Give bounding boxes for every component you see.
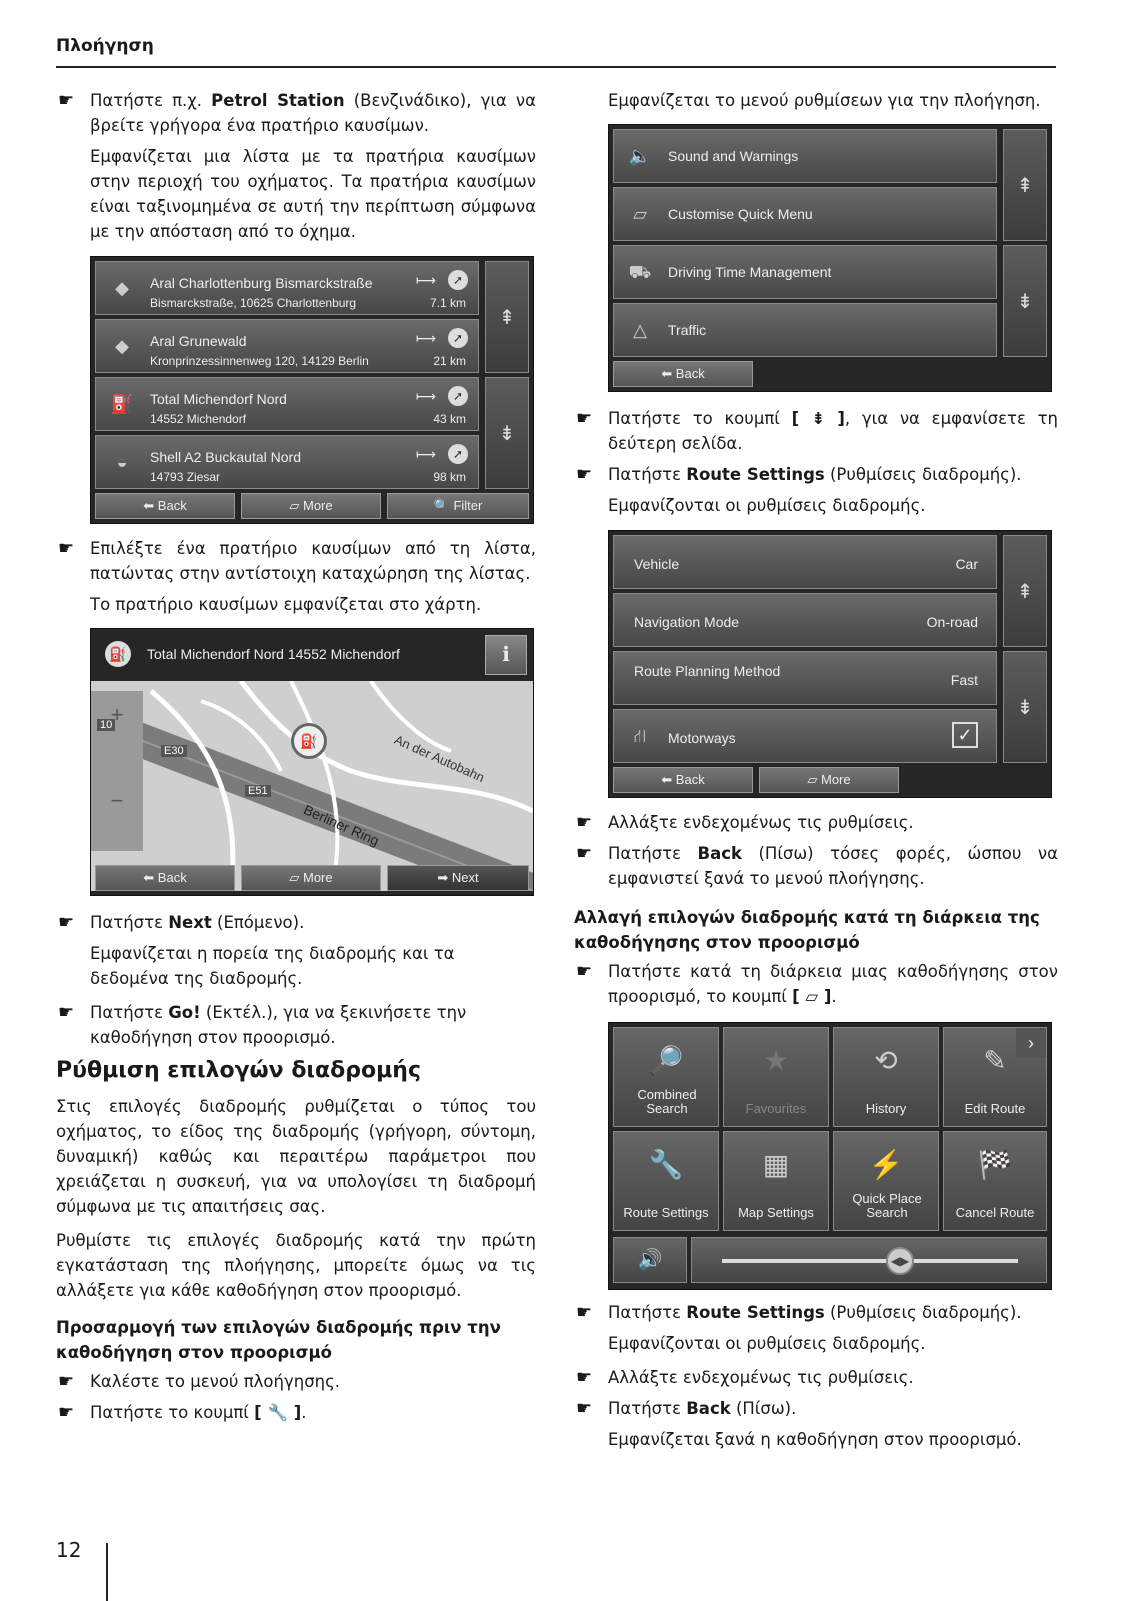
setting-row-route-planning[interactable]: Route Planning Method Fast: [613, 651, 997, 705]
speaker-icon: 🔈: [628, 146, 652, 166]
volume-slider[interactable]: [691, 1237, 1047, 1283]
hand-pointer-icon: ☛: [576, 843, 593, 864]
list-item[interactable]: ⛽ Total Michendorf Nord 14552 Michendorf ⟼ ➚ 43 km: [95, 377, 479, 431]
next-button[interactable]: ➡ Next: [387, 865, 529, 891]
scroll-up-button[interactable]: [485, 261, 529, 373]
page-header: Πλοήγηση: [56, 36, 154, 56]
bullet-open-menu: ☛ Καλέστε το μενού πλοήγησης.: [58, 1371, 341, 1392]
right-column-bottom: [574, 1300, 1058, 1461]
road-label: Berliner Ring: [301, 801, 382, 849]
history-icon: ⟲: [874, 1045, 898, 1076]
list-item[interactable]: ⛟ Driving Time Management: [613, 245, 997, 299]
back-button[interactable]: ⬅ Back: [95, 493, 235, 519]
bullet-route-settings-2: ☛ Πατήστε Route Settings (Ρυθμίσεις διαδρομής).: [576, 1302, 1022, 1323]
scroll-up-button[interactable]: [1003, 129, 1047, 241]
subsection-heading: Προσαρμογή των επιλογών διαδρομής πριν την καθοδήγηση στον προορισμό: [56, 1318, 501, 1362]
hand-pointer-icon: ☛: [58, 1002, 75, 1023]
road-shield: 10: [97, 719, 115, 731]
chevron-right-icon[interactable]: ›: [1016, 1028, 1046, 1058]
compass-icon: ➚: [448, 270, 468, 290]
motorways-checkbox[interactable]: ✓: [952, 722, 978, 748]
tile-cancel-route[interactable]: 🏁 Cancel Route: [943, 1131, 1047, 1231]
slider-track: [722, 1259, 1018, 1263]
route-arrow-icon: ⟼: [415, 330, 436, 346]
hand-pointer-icon: ☛: [576, 408, 593, 429]
hand-pointer-icon: ☛: [58, 912, 75, 933]
back-button[interactable]: ⬅ Back: [613, 361, 753, 387]
section-heading: Ρύθμιση επιλογών διαδρομής: [56, 1058, 421, 1083]
map-title: Total Michendorf Nord 14552 Michendorf: [147, 646, 400, 662]
fuel-pin-icon: ⛽: [110, 394, 134, 414]
paragraph-list-info: Εμφανίζεται μια λίστα με τα πρατήρια καυσίμων στην περιοχή του οχήματος. Τα πρατήρια καυσίμων είναι ταξινομημένα σε αυτή την περίπτωση σύμφωνα με την απόσταση από το όχημα.: [90, 147, 536, 241]
screenshot-settings-menu: [608, 124, 1052, 392]
scroll-up-icon: ⇞: [1016, 581, 1034, 603]
shell-logo-icon: ◒: [116, 452, 128, 472]
quick-menu-icon: ▱: [633, 204, 647, 224]
map-view[interactable]: [91, 681, 533, 891]
filter-button[interactable]: 🔍 Filter: [387, 493, 529, 519]
quick-search-icon: ⚡: [868, 1149, 904, 1180]
tile-history[interactable]: ⟲ History: [833, 1027, 939, 1127]
page-number-rule: [106, 1543, 108, 1601]
hand-pointer-icon: ☛: [576, 812, 593, 833]
fuel-pin-icon: ⛽: [105, 641, 131, 667]
combined-search-icon: 🔎: [648, 1045, 684, 1076]
bullet-back-repeat: ☛ Πατήστε Back (Πίσω) τόσες φορές, ώσπου να εμφανιστεί ξανά το μενού πλοήγησης.: [576, 843, 1058, 888]
bullet-scroll-down: ☛ Πατήστε το κουμπί [ ⇟ ], για να εμφανίσετε τη δεύτερη σελίδα.: [576, 408, 1058, 453]
tile-edit-route[interactable]: ✎ Edit Route ›: [943, 1027, 1047, 1127]
compass-icon: ➚: [448, 444, 468, 464]
info-button[interactable]: [485, 635, 527, 675]
right-column-lower: [574, 810, 1058, 1015]
hand-pointer-icon: ☛: [58, 538, 75, 559]
right-column-mid: [574, 406, 1058, 527]
hand-pointer-icon: ☛: [58, 1371, 75, 1392]
paragraph-map-shown: Το πρατήριο καυσίμων εμφανίζεται στο χάρτη.: [90, 595, 482, 614]
hand-pointer-icon: ☛: [576, 1398, 593, 1419]
list-item[interactable]: 🔈 Sound and Warnings: [613, 129, 997, 183]
screenshot-map: [90, 628, 534, 896]
bullet-change-settings: ☛ Αλλάξτε ενδεχομένως τις ρυθμίσεις.: [576, 812, 914, 833]
list-item[interactable]: △ Traffic: [613, 303, 997, 357]
aral-logo-icon: ◆: [115, 336, 129, 356]
paragraph-route-settings-shown-2: Εμφανίζονται οι ρυθμίσεις διαδρομής.: [608, 1334, 926, 1353]
scroll-down-button[interactable]: [1003, 245, 1047, 357]
list-item[interactable]: ◆ Aral Grunewald Kronprinzessinnenweg 120, 14129 Berlin ⟼ ➚ 21 km: [95, 319, 479, 373]
warning-triangle-icon: △: [633, 320, 647, 340]
paragraph-settings-menu: Εμφανίζεται το μενού ρυθμίσεων για την πλοήγηση.: [608, 91, 1041, 110]
hand-pointer-icon: ☛: [576, 961, 593, 982]
paragraph-guidance-shown: Εμφανίζεται ξανά η καθοδήγηση στον προορισμό.: [608, 1430, 1022, 1449]
list-item[interactable]: ◒ Shell A2 Buckautal Nord 14793 Ziesar ⟼ ➚ 98 km: [95, 435, 479, 489]
back-button[interactable]: ⬅ Back: [613, 767, 753, 793]
scroll-down-icon: ⇟: [498, 423, 516, 445]
checkered-flag-icon: 🏁: [977, 1149, 1013, 1180]
paragraph-route-options: Στις επιλογές διαδρομής ρυθμίζεται ο τύπος του οχήματος, το είδος της διαδρομής (γρήγορη, σύντομη, δυναμική) καθώς και περαιτέρω παράμετροι που χρειάζεται η συσκευή, για να υπολογίσει τη διαδρομή σύμφωνα με τις απαιτήσεις σας.: [56, 1097, 536, 1216]
destination-pin-icon: ⛽: [291, 723, 327, 759]
paragraph-route-settings-shown: Εμφανίζονται οι ρυθμίσεις διαδρομής.: [608, 496, 926, 515]
wrench-icon: 🔧: [267, 1403, 288, 1422]
speaker-icon: 🔊: [637, 1249, 663, 1271]
list-item[interactable]: ◆ Aral Charlottenburg Bismarckstraße Bismarckstraße, 10625 Charlottenburg ⟼ ➚ 7.1 km: [95, 261, 479, 315]
wrench-icon: 🔧: [648, 1149, 684, 1180]
search-icon: 🔍: [433, 498, 450, 513]
scroll-down-icon: ⇟: [1016, 697, 1034, 719]
scroll-up-icon: ⇞: [1016, 175, 1034, 197]
volume-button[interactable]: [613, 1237, 687, 1283]
subsection-heading: Αλλαγή επιλογών διαδρομής κατά τη διάρκεια της καθοδήγησης στον προορισμό: [574, 908, 1040, 952]
info-icon: ℹ: [502, 644, 510, 666]
screenshot-station-list: [90, 256, 534, 524]
hand-pointer-icon: ☛: [576, 464, 593, 485]
edit-route-icon: ✎: [983, 1045, 1007, 1076]
road-label: An der Autobahn: [392, 731, 487, 786]
zoom-out-icon[interactable]: −: [110, 788, 124, 813]
more-button[interactable]: ▱ More: [241, 493, 381, 519]
scroll-down-button[interactable]: [1003, 651, 1047, 763]
hand-pointer-icon: ☛: [576, 1367, 593, 1388]
bullet-press-wrench: ☛ Πατήστε το κουμπί [ 🔧 ].: [58, 1402, 307, 1423]
star-icon: ★: [763, 1045, 789, 1076]
setting-row-motorways[interactable]: ⛙ Motorways ✓: [613, 709, 997, 763]
list-item[interactable]: ▱ Customise Quick Menu: [613, 187, 997, 241]
bullet-select-station: ☛ Επιλέξτε ένα πρατήριο καυσίμων από τη λίστα, πατώντας στην αντίστοιχη καταχώρηση της λίστας.: [58, 538, 536, 583]
page-number: 12: [56, 1538, 82, 1562]
bullet-change-settings-2: ☛ Αλλάξτε ενδεχομένως τις ρυθμίσεις.: [576, 1367, 914, 1388]
compass-icon: ➚: [448, 328, 468, 348]
left-column-bottom: [56, 910, 536, 1431]
route-arrow-icon: ⟼: [415, 388, 436, 404]
bullet-go: ☛ Πατήστε Go! (Εκτέλ.), για να ξεκινήσετε την καθοδήγηση στον προορισμό.: [58, 1002, 467, 1047]
more-button[interactable]: ▱ More: [241, 865, 381, 891]
scroll-down-icon: ⇟: [1016, 291, 1034, 313]
back-button[interactable]: ⬅ Back: [95, 865, 235, 891]
left-column-top: [56, 88, 536, 253]
header-rule: [56, 66, 1056, 68]
setting-row-vehicle[interactable]: Vehicle Car: [613, 535, 997, 589]
tile-favourites[interactable]: ★ Favourites: [723, 1027, 829, 1127]
paragraph-route-options-2: Ρυθμίστε τις επιλογές διαδρομής κατά την πρώτη εγκατάσταση της πλοήγησης, μπορείτε όμως να τις αλλάξετε για κάθε καθοδήγηση στον προορισμό.: [56, 1231, 536, 1300]
road-shield: E30: [161, 745, 187, 757]
bullet-press-more: ☛ Πατήστε κατά τη διάρκεια μιας καθοδήγησης στον προορισμό, το κουμπί [ ▱ ].: [576, 961, 1058, 1006]
more-button[interactable]: ▱ More: [759, 767, 899, 793]
road-shield: E51: [245, 785, 271, 797]
tile-map-settings[interactable]: ▦ Map Settings: [723, 1131, 829, 1231]
more-icon: ▱: [805, 987, 819, 1006]
screenshot-navigation-menu: [608, 1022, 1052, 1290]
compass-icon: ➚: [448, 386, 468, 406]
scroll-up-icon: ⇞: [498, 307, 516, 329]
right-column-top: [608, 88, 1058, 122]
truck-icon: ⛟: [628, 262, 652, 282]
tile-quick-place-search[interactable]: ⚡ Quick Place Search: [833, 1131, 939, 1231]
aral-logo-icon: ◆: [115, 278, 129, 298]
bullet-back: ☛ Πατήστε Back (Πίσω).: [576, 1398, 797, 1419]
zoom-in-icon[interactable]: +: [110, 702, 124, 727]
scroll-down-button[interactable]: [485, 377, 529, 489]
bullet-petrol: ☛ Πατήστε π.χ. Petrol Station (Βενζινάδικο), για να βρείτε γρήγορα ένα πρατήριο καυσίμων.: [58, 90, 537, 135]
setting-row-navigation-mode[interactable]: Navigation Mode On-road: [613, 593, 997, 647]
bullet-route-settings: ☛ Πατήστε Route Settings (Ρυθμίσεις διαδρομής).: [576, 464, 1022, 485]
scroll-up-button[interactable]: [1003, 535, 1047, 647]
route-arrow-icon: ⟼: [415, 446, 436, 462]
hand-pointer-icon: ☛: [58, 1402, 75, 1423]
map-settings-icon: ▦: [762, 1149, 790, 1180]
motorway-icon: ⛙: [633, 726, 647, 746]
left-column-mid: [56, 536, 536, 626]
slider-handle[interactable]: ◀▶: [886, 1247, 914, 1275]
hand-pointer-icon: ☛: [58, 90, 75, 111]
screenshot-route-settings: [608, 530, 1052, 798]
bullet-next: ☛ Πατήστε Next (Επόμενο).: [58, 912, 305, 933]
route-arrow-icon: ⟼: [415, 272, 436, 288]
tile-route-settings[interactable]: 🔧 Route Settings: [613, 1131, 719, 1231]
paragraph-route-shown: Εμφανίζεται η πορεία της διαδρομής και τα δεδομένα της διαδρομής.: [90, 944, 455, 988]
hand-pointer-icon: ☛: [576, 1302, 593, 1323]
tile-combined-search[interactable]: 🔎 Combined Search: [613, 1027, 719, 1127]
scroll-down-icon: ⇟: [811, 409, 826, 428]
